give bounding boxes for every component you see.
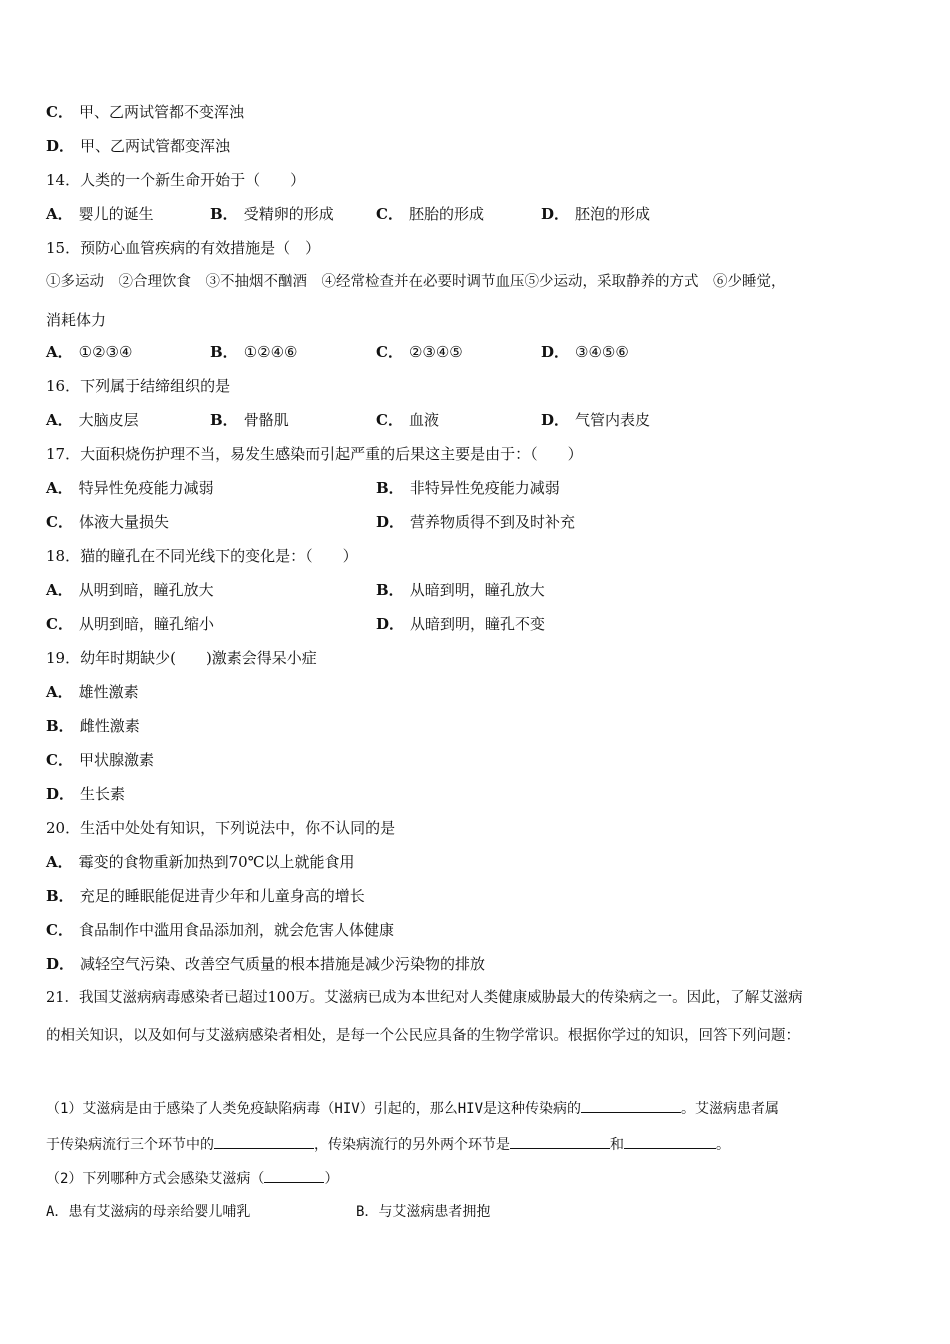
answer-blank[interactable] [214,1132,314,1149]
q17-stem: 17．大面积烧伤护理不当，易发生感染而引起严重的后果这主要是由于：（ ） [46,445,583,463]
option-text: ②③④⑤ [408,343,463,361]
option-label: A． [46,479,73,497]
option-label: D． [376,615,405,633]
q15-option-b [210,342,297,362]
option-text: 胚泡的形成 [575,205,651,223]
q15-items-line1: ①多运动 ②合理饮食 ③不抽烟不酗酒 ④经常检查并在必要时调节血压⑤少运动，采取静养的方式 ⑥少睡觉， [46,274,786,290]
q19-stem: 19．幼年时期缺少( )激素会得呆小症 [46,649,317,667]
q19-option-a [46,682,139,702]
q20-option-a [46,852,355,872]
option-label: A． [46,205,73,223]
option-text: ①②③④ [78,343,133,361]
option-label: A． [46,853,73,871]
answer-blank[interactable] [581,1096,681,1113]
option-label: A． [46,683,73,701]
option-label: B． [46,887,74,905]
q21-part1-text-e: 和 [610,1137,624,1153]
q21-option-b [356,1202,490,1222]
option-label: D． [541,411,570,429]
q15-stem: 15．预防心血管疾病的有效措施是（ ） [46,239,321,257]
q14-option-d [541,204,650,224]
option-text: 从暗到明，瞳孔放大 [409,581,545,599]
q18-option-d [376,614,545,634]
option-label: A． [46,343,73,361]
option-label: B． [210,205,238,223]
q15-option-d [541,342,629,362]
q17-option-a [46,478,214,498]
answer-blank[interactable] [264,1166,324,1183]
q17-option-d [376,512,575,532]
q21-option-a [46,1202,250,1222]
option-text: 血液 [408,411,439,429]
q16-option-d [541,410,650,430]
option-label: C． [46,615,73,633]
option-text: 营养物质得不到及时补充 [410,513,576,531]
q15-option-c [376,342,463,362]
option-label: A． [46,1204,69,1220]
option-text: ①②④⑥ [243,343,298,361]
q21-part1-text-f: 。 [716,1137,730,1153]
option-text: 霉变的食物重新加热到70℃以上就能食用 [78,853,355,871]
q18-option-b [376,580,545,600]
option-text: 从明到暗，瞳孔缩小 [78,615,214,633]
q16-option-a [46,410,139,430]
option-label: C． [46,513,73,531]
option-label: D． [541,343,570,361]
option-text: 雄性激素 [78,683,139,701]
option-text: 生长素 [80,785,126,803]
q21-part1-line2 [46,1132,730,1155]
q21-part2-text-b: ） [324,1171,339,1187]
option-text: 甲、乙两试管都变浑浊 [80,137,231,155]
option-text: 甲、乙两试管都不变浑浊 [78,103,244,121]
option-label: D． [376,513,405,531]
option-label: A． [46,581,73,599]
option-text: 骨骼肌 [243,411,289,429]
option-text: 气管内表皮 [575,411,651,429]
q16-option-b [210,410,289,430]
option-label: C． [46,103,73,121]
q16-option-c [376,410,439,430]
q18-option-a [46,580,214,600]
q20-option-b [46,886,365,906]
q21-stem-line1: 21．我国艾滋病病毒感染者已超过100万。艾滋病已成为本世纪对人类健康威胁最大的传染病之一。因此，了解艾滋病 [46,990,803,1006]
option-label: C． [376,343,403,361]
option-text: 胚胎的形成 [408,205,484,223]
option-text: ③④⑤⑥ [575,343,629,361]
option-text: 受精卵的形成 [243,205,334,223]
q21-stem-line2: 的相关知识，以及如何与艾滋病感染者相处，是每一个公民应具备的生物学常识。根据你学过的知识，回答下列问题： [46,1028,800,1044]
option-text: 特异性免疫能力减弱 [78,479,214,497]
q18-stem: 18．猫的瞳孔在不同光线下的变化是：（ ） [46,547,358,565]
option-text: 非特异性免疫能力减弱 [409,479,560,497]
option-text: 雌性激素 [79,717,140,735]
option-label: A． [46,411,73,429]
option-label: C． [46,921,73,939]
q15-option-a [46,342,132,362]
q17-option-b [376,478,560,498]
option-text: 体液大量损失 [78,513,169,531]
q20-option-d [46,954,485,974]
option-text: 患有艾滋病的母亲给婴儿哺乳 [68,1204,251,1220]
q21-part2-text-a: （2）下列哪种方式会感染艾滋病（ [46,1171,265,1187]
q21-part1-line1 [46,1096,779,1119]
q20-option-c [46,920,394,940]
option-label: D． [46,785,75,803]
q21-part1-text-d: ，传染病流行的另外两个环节是 [314,1137,510,1153]
option-text: 充足的睡眠能促进青少年和儿童身高的增长 [79,887,365,905]
option-text: 大脑皮层 [78,411,139,429]
q19-option-d [46,784,125,804]
q14-stem: 14．人类的一个新生命开始于（ ） [46,171,306,189]
answer-blank[interactable] [624,1132,716,1149]
q14-option-b [210,204,334,224]
q19-option-c [46,750,154,770]
answer-blank[interactable] [510,1132,610,1149]
option-label: B． [356,1204,379,1220]
option-label: C． [376,411,403,429]
option-label: D． [541,205,570,223]
option-label: B． [376,581,404,599]
option-text: 从暗到明，瞳孔不变 [410,615,546,633]
option-label: B． [46,717,74,735]
option-label: B． [376,479,404,497]
option-text: 甲状腺激素 [78,751,154,769]
option-label: D． [46,137,75,155]
q21-part1-text-b: 。艾滋病患者属 [681,1101,779,1117]
q15-items-line2: 消耗体力 [46,311,107,329]
q21-part1-text-a: （1）艾滋病是由于感染了人类免疫缺陷病毒（HIV）引起的，那么HIV是这种传染病的 [46,1101,581,1117]
q19-option-b [46,716,140,736]
option-text: 减轻空气污染、改善空气质量的根本措施是减少污染物的排放 [80,955,486,973]
q20-stem: 20．生活中处处有知识，下列说法中，你不认同的是 [46,819,396,837]
option-text: 婴儿的诞生 [78,205,154,223]
option-text: 与艾滋病患者拥抱 [378,1204,491,1220]
option-label: B． [210,411,238,429]
option-label: D． [46,955,75,973]
option-label: C． [376,205,403,223]
q16-stem: 16．下列属于结缔组织的是 [46,377,231,395]
option-label: C． [46,751,73,769]
q17-option-c [46,512,169,532]
option-text: 食品制作中滥用食品添加剂，就会危害人体健康 [78,921,394,939]
option-text: 从明到暗，瞳孔放大 [78,581,214,599]
q13-option-c [46,102,244,122]
q14-option-c [376,204,484,224]
q18-option-c [46,614,214,634]
q21-part1-text-c: 于传染病流行三个环节中的 [46,1137,214,1153]
q13-option-d [46,136,230,156]
option-label: B． [210,343,238,361]
q21-part2-stem [46,1166,338,1189]
q14-option-a [46,204,154,224]
